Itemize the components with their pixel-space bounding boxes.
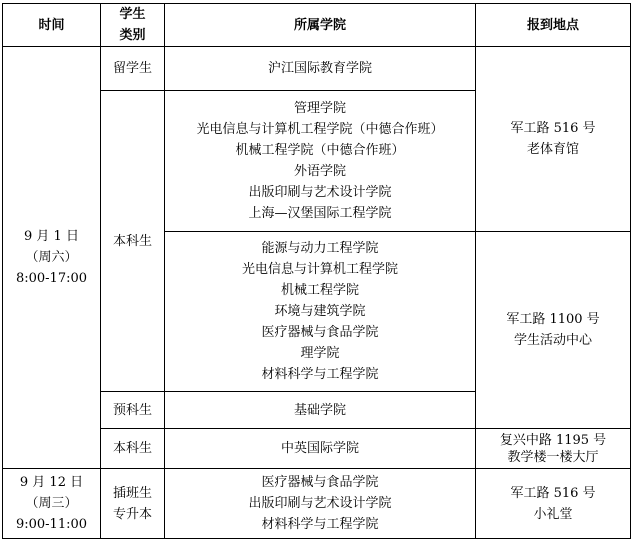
location-3: 复兴中路 1195 号 教学楼一楼大厅 [476, 429, 631, 469]
category-intl: 留学生 [101, 47, 165, 91]
category-transfer: 插班生 专升本 [101, 469, 165, 539]
header-category: 学生类别 [101, 4, 165, 47]
time-slot-1: 9 月 1 日 （周六） 8:00-17:00 [3, 47, 101, 469]
header-time: 时间 [3, 4, 101, 47]
colleges-sino-british: 中英国际学院 [165, 429, 476, 469]
colleges-prep: 基础学院 [165, 392, 476, 429]
time-slot-2: 9 月 12 日 （周三） 9:00-11:00 [3, 469, 101, 539]
table-row [3, 469, 631, 539]
category-undergrad: 本科生 [101, 91, 165, 392]
colleges-group-b: 能源与动力工程学院 光电信息与计算机工程学院 机械工程学院 环境与建筑学院 医疗器械与食品学院 理学院 材料科学与工程学院 [165, 232, 476, 392]
header-college: 所属学院 [165, 4, 476, 47]
header-location: 报到地点 [476, 4, 631, 47]
colleges-group-a: 管理学院 光电信息与计算机工程学院（中德合作班） 机械工程学院（中德合作班） 外语学院 出版印刷与艺术设计学院 上海—汉堡国际工程学院 [165, 91, 476, 232]
location-2: 军工路 1100 号 学生活动中心 [476, 232, 631, 429]
colleges-transfer: 医疗器械与食品学院 出版印刷与艺术设计学院 材料科学与工程学院 [165, 469, 476, 539]
location-4: 军工路 516 号 小礼堂 [476, 469, 631, 539]
category-prep: 预科生 [101, 392, 165, 429]
registration-schedule-table [2, 3, 631, 539]
colleges-intl: 沪江国际教育学院 [165, 47, 476, 91]
table-header-row [3, 4, 631, 47]
table-row [3, 47, 631, 91]
location-1: 军工路 516 号 老体育馆 [476, 47, 631, 232]
category-undergrad-2: 本科生 [101, 429, 165, 469]
